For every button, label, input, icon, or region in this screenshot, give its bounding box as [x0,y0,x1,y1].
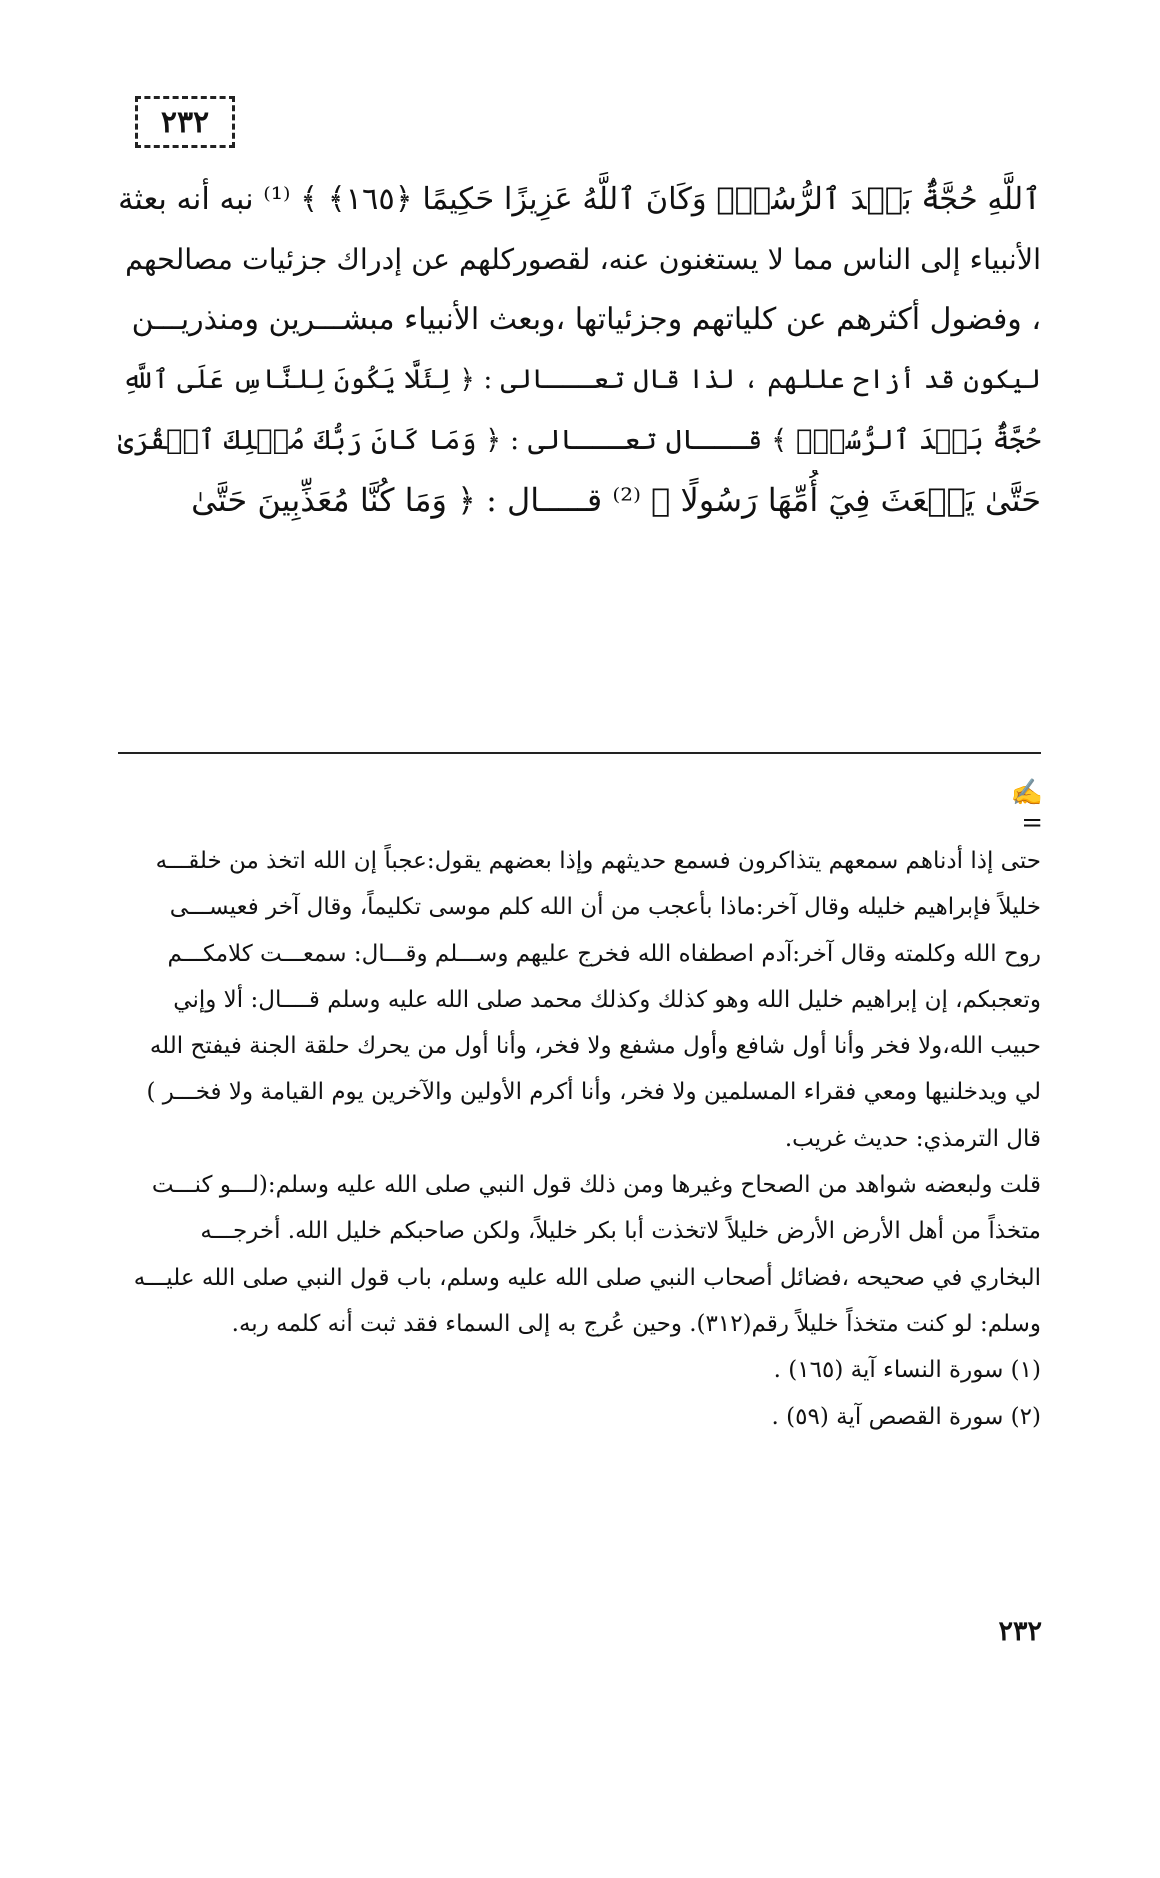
page-number-box: ٢٣٢ [135,96,235,148]
quill-icon: ✍ [1010,778,1041,808]
footnote-line: روح الله وكلمته وقال آخر:آدم اصطفاه الله فخرج عليهم وســـلم وقـــال: سمعـــت كلامكـــم [167,940,1041,967]
footnote-line: قال الترمذي: حديث غريب. [784,1125,1041,1152]
footnote-line: قلت ولبعضه شواهد من الصحاح وغيرها ومن ذلك قول النبي صلى الله عليه وسلم:(لـــو كنـــت [151,1172,1041,1199]
footnote-line: وتعجبكم، إن إبراهيم خليل الله وهو كذلك وكذلك محمد صلى الله عليه وسلم قــــال: ألا وإني [173,986,1041,1013]
footnote-reference: (١) سورة النساء آية (١٦٥) . [773,1357,1041,1384]
footnotes [118,838,1041,1440]
footnote-reference: (٢) سورة القصص آية (٥٩) . [771,1403,1041,1430]
footnote-line: خليلاً فإبراهيم خليله وقال آخر:ماذا بأعجب من أن الله كلم موسى تكليماً، وقال آخر فعيســـى [169,894,1041,921]
main-text-line: ٱللَّهِ حُجَّةٌۢ بَعۡدَ ٱلرُّسُلِۚ وَكَانَ ٱللَّهُ عَزِيزًا حَكِيمًا ﴿١٦٥﴾ ﴾ ⁽¹⁾ نبه أنه بعثة [118,182,1041,217]
main-text-line: حُجَّةٌۢ بَعۡدَ ٱلرُّسُلِۚ ﴾ قـــال تعـــالى : ﴿ وَمَا كَانَ رَبُّكَ مُهۡلِكَ ٱلۡقُرَىٰ [118,424,1041,456]
footnote-line: حتى إذا أدناهم سمعهم يتذاكرون فسمع حديثهم وإذا بعضهم يقول:عجباً إن الله اتخذ من خلقـــه [155,848,1041,874]
main-text [118,170,1041,530]
footnote-separator [118,752,1041,754]
main-text-line: ، وفضول أكثرهم عن كلياتهم وجزئياتها ،وبعث الأنبياء مبشـــرين ومنذريـــن [131,302,1041,337]
main-text-line: حَتَّىٰ يَبۡعَثَ فِيٓ أُمِّهَا رَسُولًا ﴾ ⁽²⁾ قـــــال : ﴿ وَمَا كُنَّا مُعَذِّبِينَ حَتَّىٰ [191,481,1041,519]
footnote-line: لي ويدخلنيها ومعي فقراء المسلمين ولا فخر، وأنا أكرم الأولين والآخرين يوم القيامة ولا فخـــر ) [146,1079,1041,1106]
footnote-continuation-mark [998,778,1041,838]
main-text-line: ليكون قد أزاح عللهم ، لذا قال تعـــالى : ﴿ لِئَلَّا يَكُونَ لِلنَّاسِ عَلَى ٱللَّهِ [122,364,1041,395]
footnote-line: متخذاً من أهل الأرض الأرض خليلاً لاتخذت أبا بكر خليلاً، ولكن صاحبكم خليل الله. أخرجـــه [200,1218,1041,1245]
footnote-line: وسلم: لو كنت متخذاً خليلاً رقم(٣١٢). وحين عُرج به إلى السماء فقد ثبت أنه كلمه ربه. [231,1310,1041,1337]
footer-page-number: ٢٣٢ [998,1616,1042,1647]
footnote-line: البخاري في صحيحه ،فضائل أصحاب النبي صلى الله عليه وسلم، باب قول النبي صلى الله عليـــه [133,1264,1041,1291]
footnote-line: حبيب الله،ولا فخر وأنا أول شافع وأول مشفع ولا فخر، وأنا أول من يحرك حلقة الجنة فيفتح الله [149,1033,1041,1060]
main-text-line: الأنبياء إلى الناس مما لا يستغنون عنه، لقصوركلهم عن إدراك جزئيات مصالحهم [125,243,1041,276]
continuation-sign: = [1021,808,1041,838]
